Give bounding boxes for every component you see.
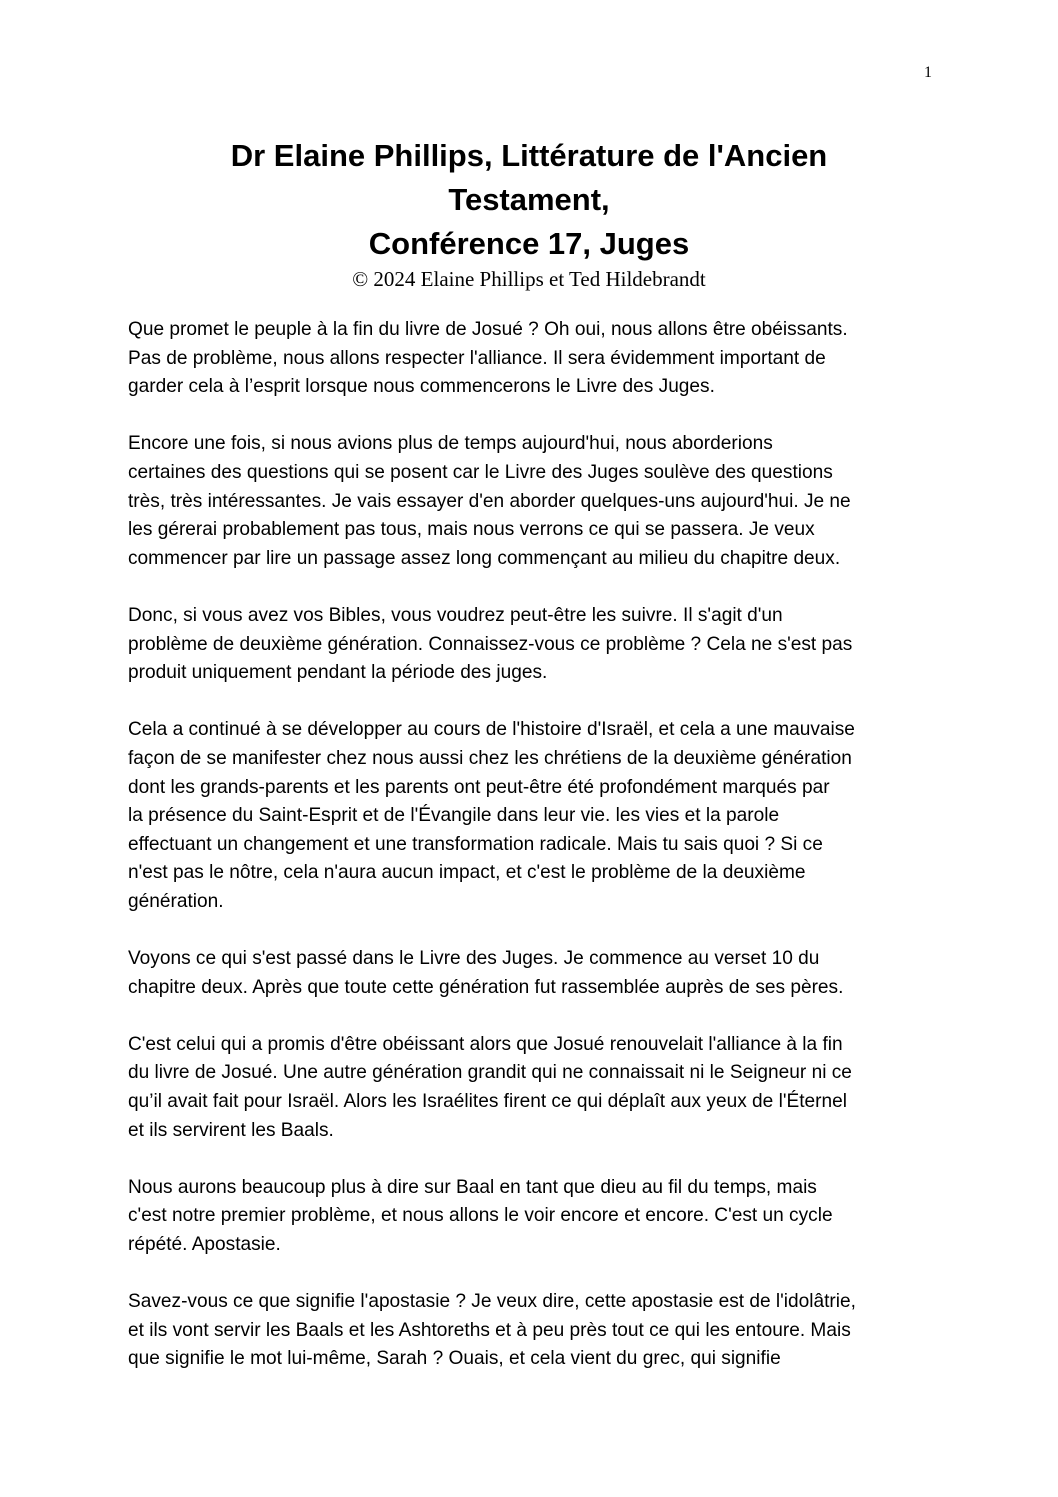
paragraph-line: Encore une fois, si nous avions plus de temps aujourd'hui, nous aborderions: [128, 433, 773, 455]
paragraph-line: les gérerai probablement pas tous, mais nous verrons ce qui se passera. Je veux: [128, 519, 815, 541]
paragraph-line: certaines des questions qui se posent car le Livre des Juges soulève des questions: [128, 461, 833, 483]
paragraph-line: que signifie le mot lui-même, Sarah ? Ouais, et cela vient du grec, qui signifie: [128, 1348, 781, 1370]
paragraph-line: Donc, si vous avez vos Bibles, vous voudrez peut-être les suivre. Il s'agit d'un: [128, 604, 783, 626]
paragraph-line: garder cela à l’esprit lorsque nous commencerons le Livre des Juges.: [128, 376, 715, 398]
paragraph-line: effectuant un changement et une transformation radicale. Mais tu sais quoi ? Si ce: [128, 833, 823, 855]
title-line-2: Testament,: [448, 182, 610, 217]
paragraph-line: c'est notre premier problème, et nous allons le voir encore et encore. C'est un cycle: [128, 1205, 833, 1227]
copyright-notice: © 2024 Elaine Phillips et Ted Hildebrandt: [352, 267, 706, 291]
paragraph: [128, 602, 934, 688]
paragraph-line: et ils servirent les Baals.: [128, 1119, 334, 1141]
document-body: [128, 316, 934, 1403]
paragraph-line: Pas de problème, nous allons respecter l'alliance. Il sera évidemment important de: [128, 347, 826, 369]
paragraph: [128, 1288, 934, 1374]
paragraph-line: produit uniquement pendant la période des juges.: [128, 662, 548, 684]
title-line-1: Dr Elaine Phillips, Littérature de l'Ancien: [230, 138, 828, 173]
paragraph-line: Cela a continué à se développer au cours de l'histoire d'Israël, et cela a une mauvaise: [128, 719, 855, 741]
paragraph-line: façon de se manifester chez nous aussi chez les chrétiens de la deuxième génération: [128, 747, 852, 769]
page-number: 1: [924, 64, 932, 81]
paragraph-line: qu’il avait fait pour Israël. Alors les Israélites firent ce qui déplaît aux yeux de l'Éternel: [128, 1091, 847, 1113]
paragraph-line: répété. Apostasie.: [128, 1234, 281, 1255]
paragraph-line: Nous aurons beaucoup plus à dire sur Baal en tant que dieu au fil du temps, mais: [128, 1176, 817, 1198]
paragraph-line: Que promet le peuple à la fin du livre de Josué ? Oh oui, nous allons être obéissants.: [128, 319, 848, 340]
paragraph-line: dont les grands-parents et les parents ont peut-être été profondément marqués par: [128, 776, 830, 798]
paragraph-line: commencer par lire un passage assez long commençant au milieu du chapitre deux.: [128, 547, 841, 569]
paragraph: [128, 430, 934, 573]
document-header: [128, 134, 930, 292]
paragraph-line: génération.: [128, 890, 224, 912]
paragraph-line: Savez-vous ce que signifie l'apostasie ? Je veux dire, cette apostasie est de l'idolâtrie,: [128, 1291, 856, 1313]
paragraph-line: C'est celui qui a promis d'être obéissant alors que Josué renouvelait l'alliance à la fin: [128, 1033, 843, 1055]
paragraph: [128, 945, 934, 1002]
paragraph: [128, 316, 934, 402]
paragraph: [128, 1031, 934, 1145]
paragraph-line: et ils vont servir les Baals et les Ashtoreths et à peu près tout ce qui les entoure. Mais: [128, 1319, 851, 1341]
paragraph-line: problème de deuxième génération. Connaissez-vous ce problème ? Cela ne s'est pas: [128, 633, 853, 655]
paragraph-line: Voyons ce qui s'est passé dans le Livre des Juges. Je commence au verset 10 du: [128, 948, 820, 970]
title-line-3: Conférence 17, Juges: [368, 226, 690, 261]
paragraph-line: très, très intéressantes. Je vais essayer d'en aborder quelques-uns aujourd'hui. Je ne: [128, 490, 851, 512]
paragraph: [128, 1174, 934, 1260]
paragraph-line: du livre de Josué. Une autre génération grandit qui ne connaissait ni le Seigneur ni ce: [128, 1062, 852, 1084]
paragraph-line: la présence du Saint-Esprit et de l'Évangile dans leur vie. les vies et la parole: [128, 805, 780, 827]
paragraph-line: chapitre deux. Après que toute cette génération fut rassemblée auprès de ses pères.: [128, 976, 844, 998]
paragraph-line: n'est pas le nôtre, cela n'aura aucun impact, et c'est le problème de la deuxième: [128, 862, 806, 884]
paragraph: [128, 716, 934, 916]
